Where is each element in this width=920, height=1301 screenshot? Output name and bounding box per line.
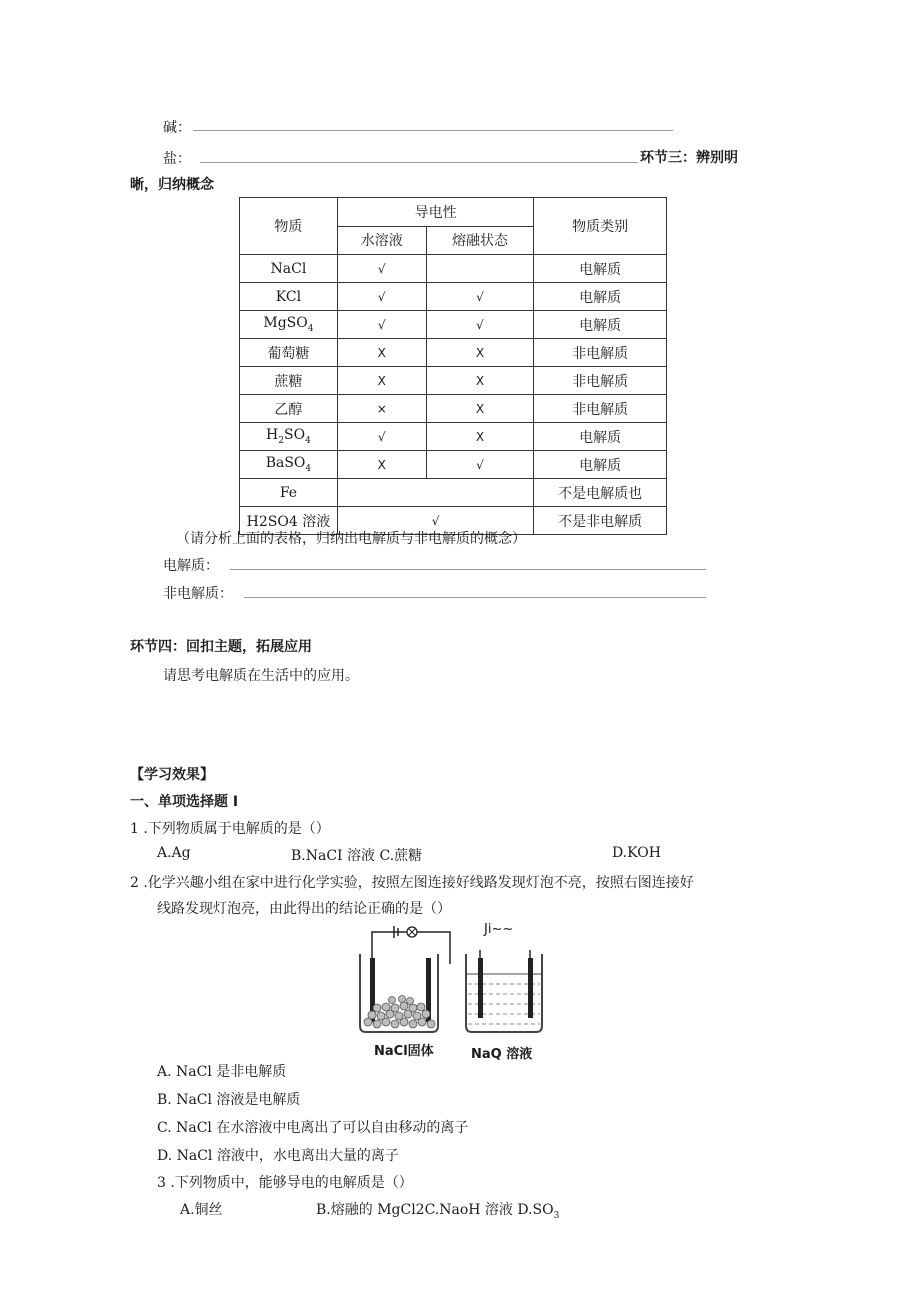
aqueous-mark: √ bbox=[337, 283, 426, 311]
substance-category: 电解质 bbox=[534, 255, 667, 283]
molten-mark: X bbox=[426, 395, 534, 423]
q1-option-bc: B.NaCI 溶液 C.蔗糖 bbox=[291, 848, 423, 864]
substance-category: 非电解质 bbox=[534, 339, 667, 367]
molten-mark: X bbox=[426, 367, 534, 395]
substance-name: Fe bbox=[240, 479, 338, 507]
table-row bbox=[240, 311, 667, 339]
table-row bbox=[240, 339, 667, 367]
molten-mark: √ bbox=[426, 451, 534, 479]
q2-stem-line1: 2 .化学兴趣小组在家中进行化学实验，按照左图连接好线路发现灯泡不亮，按照右图连接好 bbox=[130, 875, 694, 891]
q3-options-bcd: B.熔融的 MgCl2C.NaoH 溶液 $D.SO_3$ bbox=[316, 1202, 560, 1221]
aqueous-mark: × bbox=[337, 395, 426, 423]
table-row bbox=[240, 283, 667, 311]
substance-category: 不是非电解质 bbox=[534, 507, 667, 535]
electrolyte-answer-line bbox=[230, 569, 706, 570]
table-row bbox=[240, 451, 667, 479]
substance-category: 电解质 bbox=[534, 423, 667, 451]
molten-mark: √ bbox=[426, 311, 534, 339]
base-answer-line bbox=[193, 130, 673, 131]
q2-option-c: C. NaCl 在水溶液中电离出了可以自由移动的离子 bbox=[157, 1120, 469, 1136]
substance-name: 蔗糖 bbox=[240, 367, 338, 395]
substance-category: 非电解质 bbox=[534, 395, 667, 423]
aqueous-mark: √ bbox=[337, 423, 426, 451]
q1-option-d: D.KOH bbox=[612, 845, 661, 861]
aqueous-mark: √ bbox=[337, 255, 426, 283]
substance-name: $H_2SO_4$ bbox=[240, 423, 338, 451]
q1-stem: 1 .下列物质属于电解质的是（） bbox=[130, 821, 330, 837]
table-row bbox=[240, 395, 667, 423]
figure-right-caption: NaQ 溶液 bbox=[471, 1047, 533, 1062]
salt-answer-line bbox=[200, 162, 638, 163]
base-label: 碱： bbox=[163, 120, 191, 136]
merged-conductivity-mark: √ bbox=[337, 507, 533, 535]
substance-name: 乙醇 bbox=[240, 395, 338, 423]
molten-mark: X bbox=[426, 423, 534, 451]
molten-mark: X bbox=[426, 339, 534, 367]
section3-title: 环节三：辨别明 bbox=[640, 150, 738, 166]
substance-name: MgSO$_4$ bbox=[240, 311, 338, 339]
molten-mark: √ bbox=[426, 283, 534, 311]
salt-label: 盐： bbox=[163, 151, 191, 167]
nonelectrolyte-label: 非电解质： bbox=[163, 586, 233, 602]
q2-option-a: A. NaCl 是非电解质 bbox=[157, 1064, 287, 1080]
substance-name: NaCl bbox=[240, 255, 338, 283]
nonelectrolyte-answer-line bbox=[244, 597, 706, 598]
substance-name: 葡萄糖 bbox=[240, 339, 338, 367]
results-title: 【学习效果】 bbox=[130, 767, 214, 783]
part1-title: 一、单项选择题 I bbox=[130, 794, 239, 810]
figure-right-label: Ji~~ bbox=[484, 922, 514, 937]
table-row bbox=[240, 423, 667, 451]
concept-instruction: （请分析上面的表格，归纳出电解质与非电解质的概念） bbox=[176, 531, 526, 547]
substance-category: 电解质 bbox=[534, 311, 667, 339]
aqueous-mark: √ bbox=[337, 311, 426, 339]
header-molten: 熔融状态 bbox=[426, 226, 534, 255]
q3-option-a: A.铜丝 bbox=[180, 1202, 223, 1218]
substance-name: BaSO$_4$ bbox=[240, 451, 338, 479]
molten-mark bbox=[426, 255, 534, 283]
aqueous-mark: X bbox=[337, 451, 426, 479]
substance-category: 电解质 bbox=[534, 451, 667, 479]
aqueous-mark: X bbox=[337, 339, 426, 367]
q2-option-d: D. NaCl 溶液中，水电离出大量的离子 bbox=[157, 1148, 399, 1164]
conductivity-table bbox=[239, 197, 667, 535]
conductivity-blank bbox=[337, 479, 533, 507]
substance-category: 电解质 bbox=[534, 283, 667, 311]
q2-stem-line2: 线路发现灯泡亮，由此得出的结论正确的是（） bbox=[157, 901, 451, 917]
substance-category: 非电解质 bbox=[534, 367, 667, 395]
substance-name: H2SO4 溶液 bbox=[240, 507, 338, 535]
section3-title-cont: 晰，归纳概念 bbox=[130, 177, 214, 193]
header-category: 物质类别 bbox=[534, 198, 667, 255]
section4-title: 环节四：回扣主题，拓展应用 bbox=[130, 639, 312, 655]
table-header-row bbox=[240, 198, 667, 227]
aqueous-mark: X bbox=[337, 367, 426, 395]
header-aqueous: 水溶液 bbox=[337, 226, 426, 255]
substance-name: KCl bbox=[240, 283, 338, 311]
electrolyte-label: 电解质： bbox=[163, 558, 219, 574]
section4-text: 请思考电解质在生活中的应用。 bbox=[163, 668, 359, 684]
header-substance: 物质 bbox=[240, 198, 338, 255]
q2-option-b: B. NaCl 溶液是电解质 bbox=[157, 1092, 301, 1108]
header-conductivity: 导电性 bbox=[337, 198, 533, 227]
substance-category: 不是电解质也 bbox=[534, 479, 667, 507]
table-row bbox=[240, 479, 667, 507]
table-row bbox=[240, 255, 667, 283]
q1-option-a: A.Ag bbox=[157, 845, 191, 861]
table-row bbox=[240, 367, 667, 395]
q3-stem: 3 .下列物质中，能够导电的电解质是（） bbox=[157, 1175, 413, 1191]
figure-left-caption: NaCl固体 bbox=[374, 1044, 434, 1059]
